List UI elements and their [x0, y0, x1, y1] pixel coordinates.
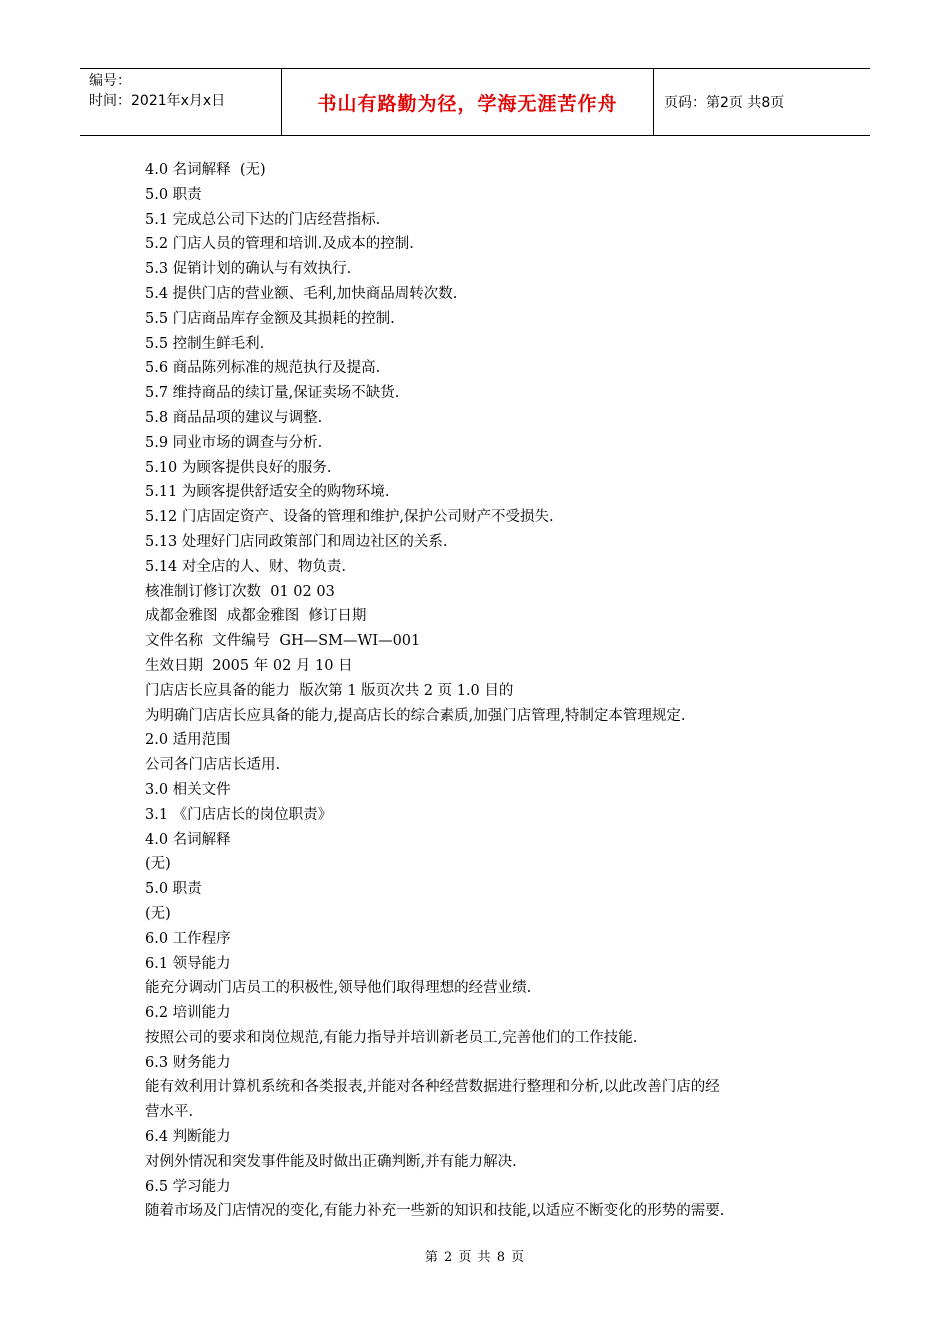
body-line: 5.2 门店人员的管理和培训.及成本的控制.	[145, 236, 414, 253]
body-line: 文件名称 文件编号 GH—SM—WI—001	[145, 633, 421, 650]
body-line: 6.3 财务能力	[145, 1054, 231, 1071]
body-line: 门店店长应具备的能力 版次第 1 版页次共 2 页 1.0 目的	[145, 682, 514, 699]
body-line: 随着市场及门店情况的变化,有能力补充一些新的知识和技能,以适应不断变化的形势的需要.	[145, 1203, 725, 1220]
body-line: 5.6 商品陈列标准的规范执行及提高.	[145, 360, 381, 377]
body-line: 成都金雅图 成都金雅图 修订日期	[145, 608, 367, 625]
body-line: 6.2 培训能力	[145, 1005, 231, 1022]
body-line: 5.12 门店固定资产、设备的管理和维护,保护公司财产不受损失.	[145, 509, 554, 526]
body-line: 5.0 职责	[145, 186, 202, 203]
body-line: 4.0 名词解释 (无)	[145, 162, 266, 178]
header-motto: 书山有路勤为径，学海无涯苦作舟	[282, 69, 654, 135]
body-line: 5.1 完成总公司下达的门店经营指标.	[145, 211, 381, 228]
body-line: 按照公司的要求和岗位规范,有能力指导并培训新老员工,完善他们的工作技能.	[145, 1029, 638, 1046]
body-line: 能有效利用计算机系统和各类报表,并能对各种经营数据进行整理和分析,以此改善门店的经	[145, 1079, 720, 1096]
body-line: 2.0 适用范围	[145, 732, 231, 749]
body-line: 5.14 对全店的人、财、物负责.	[145, 558, 347, 575]
body-line: 5.3 促销计划的确认与有效执行.	[145, 261, 352, 278]
body-line: 5.5 门店商品库存金额及其损耗的控制.	[145, 310, 395, 327]
body-line: 营水平.	[145, 1104, 194, 1121]
body-line: (无)	[145, 856, 171, 873]
body-line: 能充分调动门店员工的积极性,领导他们取得理想的经营业绩.	[145, 980, 532, 997]
body-line: 3.1 《门店店长的岗位职责》	[145, 806, 333, 823]
body-line: 5.13 处理好门店同政策部门和周边社区的关系.	[145, 533, 448, 550]
body-line: 对例外情况和突发事件能及时做出正确判断,并有能力解决.	[145, 1153, 517, 1170]
body-line: 6.5 学习能力	[145, 1178, 231, 1195]
document-body	[145, 158, 815, 1224]
body-line: 5.7 维持商品的续订量,保证卖场不缺货.	[145, 385, 400, 402]
body-line: 生效日期 2005 年 02 月 10 日	[145, 657, 353, 674]
body-line: 3.0 相关文件	[145, 781, 231, 798]
page-footer: 第 2 页 共 8 页	[424, 1250, 526, 1265]
body-line: 5.9 同业市场的调查与分析.	[145, 434, 323, 451]
header-meta	[80, 69, 282, 135]
document-time-label: 时间：2021年x月x日	[89, 93, 226, 109]
body-line: 6.0 工作程序	[145, 930, 231, 947]
body-line: 5.11 为顾客提供舒适安全的购物环境.	[145, 484, 390, 501]
body-line: 5.8 商品品项的建议与调整.	[145, 409, 323, 426]
body-line: 6.4 判断能力	[145, 1129, 231, 1146]
body-line: 5.0 职责	[145, 881, 202, 898]
body-line: 核准制订修订次数 01 02 03	[145, 583, 335, 600]
document-number-label: 编号：	[89, 73, 131, 89]
body-line: 6.1 领导能力	[145, 955, 231, 972]
document-header	[80, 68, 870, 136]
body-line: 5.5 控制生鲜毛利.	[145, 335, 265, 352]
body-line: 为明确门店店长应具备的能力,提高店长的综合素质,加强门店管理,特制定本管理规定.	[145, 707, 686, 724]
header-page-info: 页码：第2页 共8页	[664, 95, 785, 111]
body-line: 4.0 名词解释	[145, 831, 231, 848]
body-line: 5.10 为顾客提供良好的服务.	[145, 459, 332, 476]
body-line: 公司各门店店长适用.	[145, 757, 281, 774]
body-line: (无)	[145, 905, 171, 922]
body-line: 5.4 提供门店的营业额、毛利,加快商品周转次数.	[145, 285, 458, 302]
